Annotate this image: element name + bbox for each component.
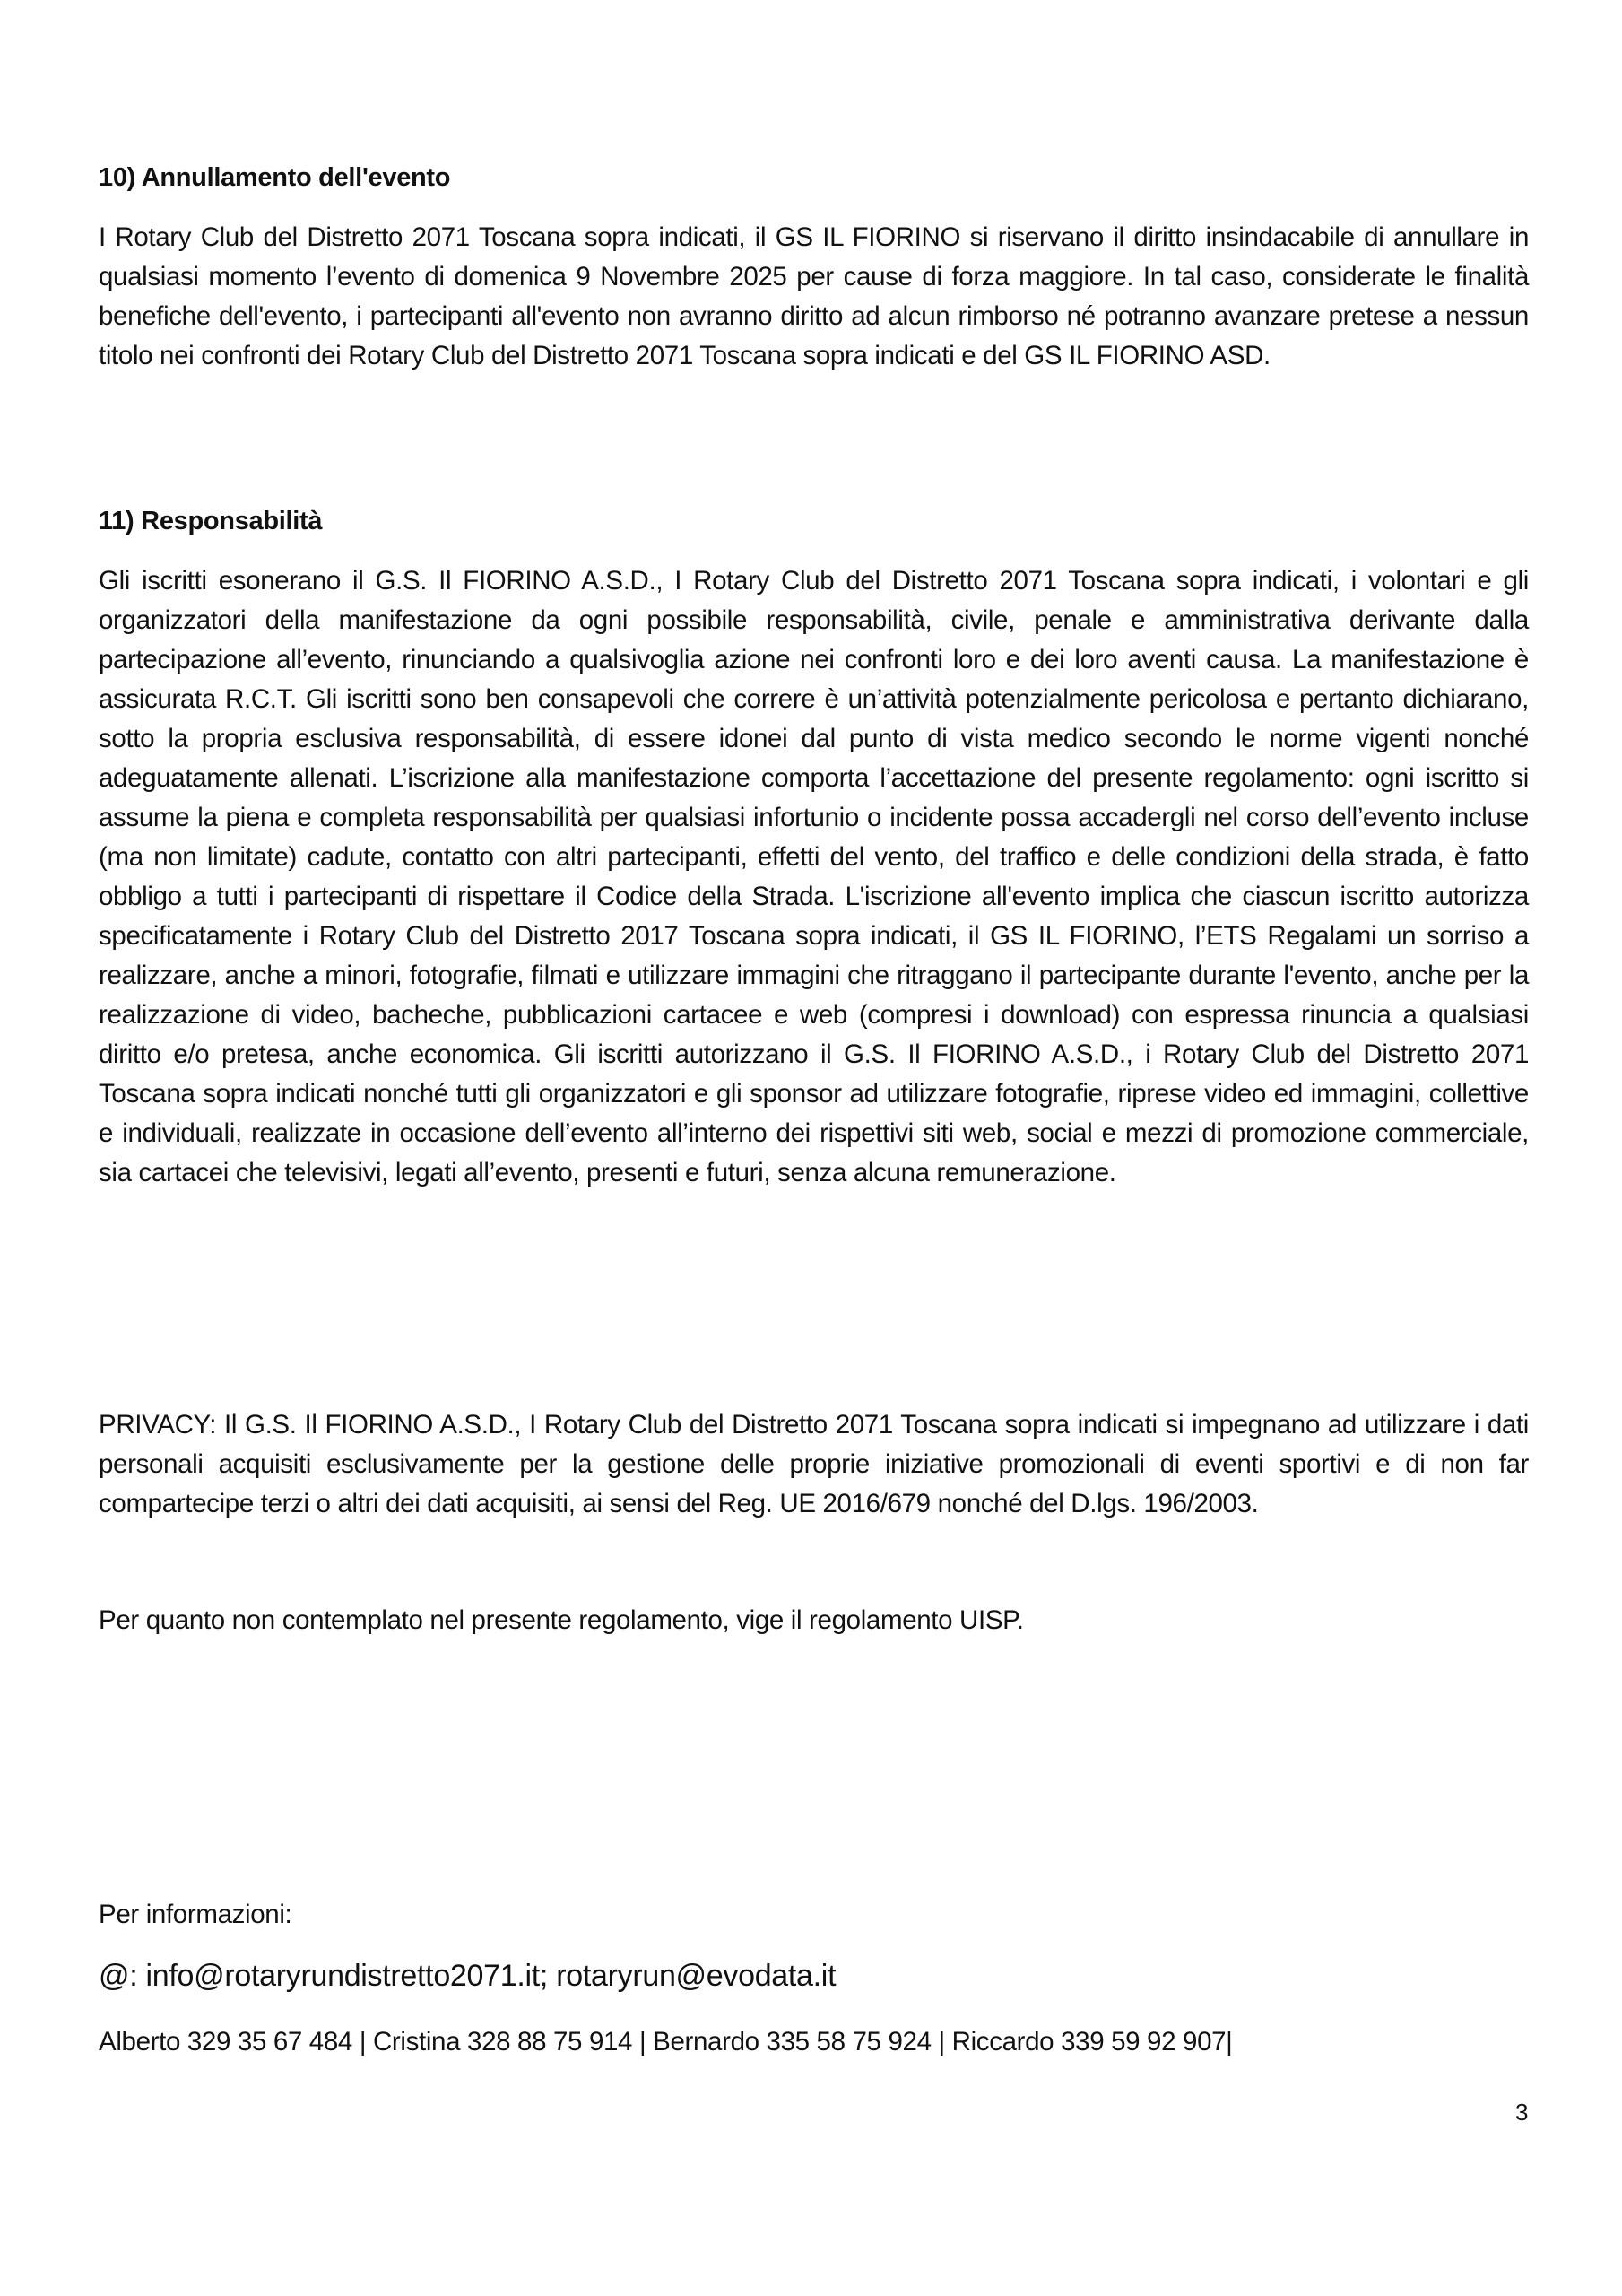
- page-number: 3: [1515, 2099, 1529, 2126]
- privacy-paragraph: PRIVACY: Il G.S. Il FIORINO A.S.D., I Rotary Club del Distretto 2071 Toscana sopra indicati si impegnano ad utilizzare i dati personali acquisiti esclusivamente per la gestione delle proprie iniziative promozionali di eventi sportivi e di non far compartecipe terzi o altri dei dati acquisiti, ai sensi del Reg. UE 2016/679 nonché del D.lgs. 196/2003.: [99, 1410, 1529, 1518]
- contacts-label: Per informazioni:: [99, 1900, 292, 1929]
- section-body-annullamento: I Rotary Club del Distretto 2071 Toscana sopra indicati, il GS IL FIORINO si riservano il diritto insindacabile di annullare in qualsiasi momento l’evento di domenica 9 Novembre 2025 per cause di forza maggiore. In tal caso, considerate le finalità benefiche dell'evento, i partecipanti all'evento non avranno diritto ad alcun rimborso né potranno avanzare pretese a nessun titolo nei confronti dei Rotary Club del Distretto 2071 Toscana sopra indicati e del GS IL FIORINO ASD.: [99, 222, 1529, 370]
- section-heading-annullamento: 10) Annullamento dell'evento: [99, 163, 451, 192]
- section-heading-responsabilita: 11) Responsabilità: [99, 507, 323, 535]
- section-body-responsabilita: Gli iscritti esonerano il G.S. Il FIORINO A.S.D., I Rotary Club del Distretto 2071 Toscana sopra indicati, i volontari e gli organizzatori della manifestazione da ogni possibile responsabilità, civile, penale e amministrativa derivante dalla partecipazione all’evento, rinunciando a qualsivoglia azione nei confronti loro e dei loro aventi causa. La manifestazione è assicurata R.C.T. Gli iscritti sono ben consapevoli che correre è un’attività potenzialmente pericolosa e pertanto dichiarano, sotto la propria esclusiva responsabilità, di essere idonei dal punto di vista medico secondo le norme vigenti nonché adeguatamente allenati. L’iscrizione alla manifestazione comporta l’accettazione del presente regolamento: ogni iscritto si assume la piena e completa responsabilità per qualsiasi infortunio o incidente possa accadergli nel corso dell’evento incluse (ma non limitate) cadute, contatto con altri partecipanti, effetti del vento, del traffico e delle condizioni della strada, è fatto obbligo a tutti i partecipanti di rispettare il Codice della Strada. L'iscrizione all'evento implica che ciascun iscritto autorizza specificatamente i Rotary Club del Distretto 2017 Toscana sopra indicati, il GS IL FIORINO, l’ETS Regalami un sorriso a realizzare, anche a minori, fotografie, filmati e utilizzare immagini che ritraggano il partecipante durante l'evento, anche per la realizzazione di video, bacheche, pubblicazioni cartacee e web (compresi i download) con espressa rinuncia a qualsiasi diritto e/o pretesa, anche economica. Gli iscritti autorizzano il G.S. Il FIORINO A.S.D., i Rotary Club del Distretto 2071 Toscana sopra indicati nonché tutti gli organizzatori e gli sponsor ad utilizzare fotografie, riprese video ed immagini, collettive e individuali, realizzate in occasione dell’evento all’interno dei rispettivi siti web, social e mezzi di promozione commerciale, sia cartacei che televisivi, legati all’evento, presenti e futuri, senza alcuna remunerazione.: [99, 566, 1529, 1187]
- uisp-note: Per quanto non contemplato nel presente regolamento, vige il regolamento UISP.: [99, 1605, 1024, 1635]
- contact-phones: Alberto 329 35 67 484 | Cristina 328 88 75 914 | Bernardo 335 58 75 924 | Riccardo 339 59 92 907|: [99, 2027, 1233, 2057]
- contact-emails[interactable]: @: info@rotaryrundistretto2071.it; rotaryrun@evodata.it: [99, 1959, 837, 1993]
